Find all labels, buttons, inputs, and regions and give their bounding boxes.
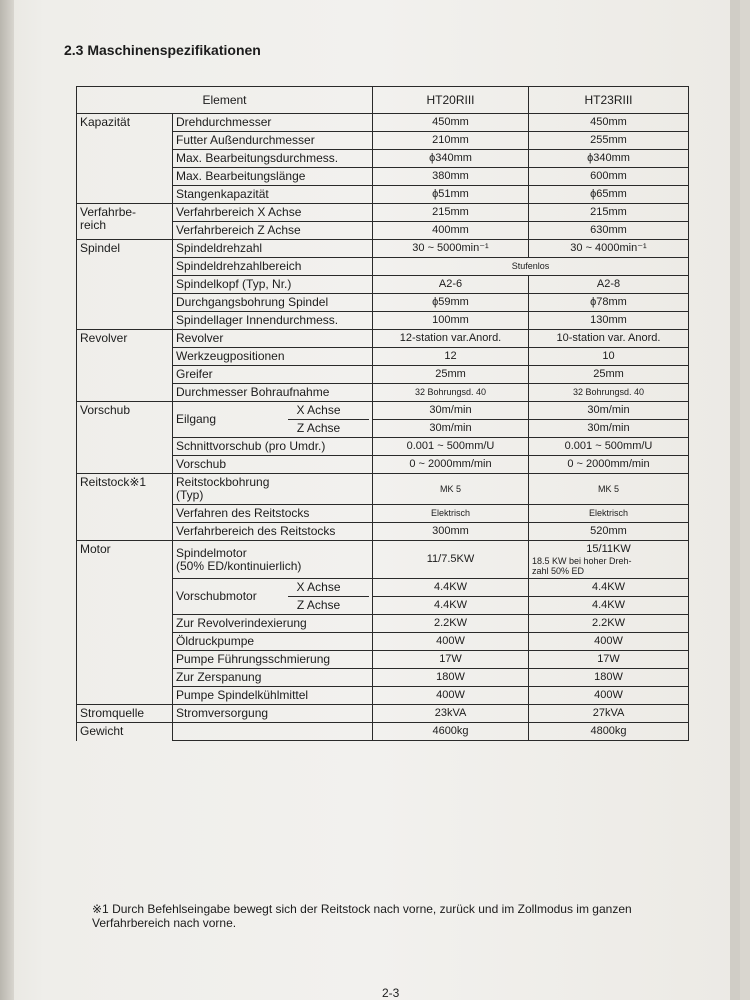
value-cell-ht20riii: ϕ340mm (373, 150, 529, 168)
value-cell-ht20riii: 12 (373, 348, 529, 366)
item-label: Eilgang (176, 412, 217, 426)
value-text: 400W (594, 689, 623, 701)
value-cell-ht20riii: 4600kg (373, 723, 529, 741)
value-text: 10-station var. Anord. (556, 332, 661, 344)
item-cell: Reitstockbohrung (Typ) (173, 474, 373, 505)
value-text: 180W (594, 671, 623, 683)
value-text: 15/11KW (586, 543, 631, 555)
table-row (77, 240, 689, 258)
item-cell: Pumpe Spindelkühlmittel (173, 687, 373, 705)
axis-label: Z Achse (288, 419, 369, 435)
section-heading: 2.3 Maschinenspezifikationen (64, 42, 261, 58)
value-cell-ht23riii (529, 384, 689, 402)
value-cell-ht20riii: 30m/min (373, 402, 529, 420)
value-text: 0 ~ 2000mm/min (567, 458, 650, 470)
item-cell: Zur Revolverindexierung (173, 615, 373, 633)
item-cell: Stangenkapazität (173, 186, 373, 204)
value-cell-ht23riii (529, 438, 689, 456)
value-text: 520mm (590, 525, 627, 537)
value-cell-ht23riii (529, 366, 689, 384)
value-cell-ht20riii: 400W (373, 633, 529, 651)
value-cell-ht20riii: Elektrisch (373, 505, 529, 523)
table-header-row (77, 87, 689, 114)
value-cell-ht20riii: 450mm (373, 114, 529, 132)
value-text: 2.2KW (591, 617, 625, 629)
value-cell-ht23riii (529, 222, 689, 240)
value-cell-ht23riii (529, 150, 689, 168)
value-cell-ht20riii: 4.4KW (373, 579, 529, 597)
value-cell-ht20riii: 0.001 ~ 500mm/U (373, 438, 529, 456)
value-text: 25mm (593, 368, 624, 380)
value-cell-ht23riii (529, 204, 689, 222)
value-text: 400W (594, 635, 623, 647)
value-cell-ht23riii (529, 723, 689, 741)
value-cell-ht23riii (529, 240, 689, 258)
item-cell: Verfahren des Reitstocks (173, 505, 373, 523)
spec-table-body (77, 114, 689, 741)
item-cell (173, 402, 373, 438)
value-text: 30 ~ 4000min⁻¹ (570, 242, 647, 254)
value-cell-ht23riii (529, 541, 689, 579)
item-cell: Max. Bearbeitungsdurchmess. (173, 150, 373, 168)
value-cell-ht20riii: 2.2KW (373, 615, 529, 633)
value-cell-ht20riii: 30 ~ 5000min⁻¹ (373, 240, 529, 258)
value-cell-ht20riii: 210mm (373, 132, 529, 150)
value-text: Elektrisch (588, 508, 628, 518)
value-cell-ht20riii: MK 5 (373, 474, 529, 505)
table-row (77, 114, 689, 132)
spec-table-wrapper (76, 86, 688, 741)
value-cell-ht23riii (529, 330, 689, 348)
value-cell-ht23riii (529, 633, 689, 651)
value-cell-shared: Stufenlos (373, 258, 689, 276)
footnote: ※1 Durch Befehlseingabe bewegt sich der Reitstock nach vorne, zurück und im Zollmodus im ganzen Verfahrbereich nach vorne. (92, 902, 632, 930)
value-text: 0.001 ~ 500mm/U (564, 440, 653, 452)
value-cell-ht23riii (529, 523, 689, 541)
category-cell: Motor (77, 541, 173, 705)
value-cell-ht23riii (529, 294, 689, 312)
value-text: A2-8 (596, 278, 621, 290)
item-cell: Greifer (173, 366, 373, 384)
value-cell-ht20riii: ϕ51mm (373, 186, 529, 204)
value-cell-ht23riii (529, 348, 689, 366)
category-cell: Verfahrbe- reich (77, 204, 173, 240)
item-cell: Spindeldrehzahl (173, 240, 373, 258)
value-cell-ht23riii (529, 132, 689, 150)
item-cell: Verfahrbereich des Reitstocks (173, 523, 373, 541)
value-text: 32 Bohrungsd. 40 (572, 387, 645, 397)
category-cell: Revolver (77, 330, 173, 402)
item-cell: Futter Außendurchmesser (173, 132, 373, 150)
value-cell-ht20riii: 32 Bohrungsd. 40 (373, 384, 529, 402)
value-cell-ht23riii (529, 114, 689, 132)
item-cell: Werkzeugpositionen (173, 348, 373, 366)
value-text: 215mm (590, 206, 627, 218)
table-row (77, 723, 689, 741)
item-cell: Zur Zerspanung (173, 669, 373, 687)
axis-label: X Achse (296, 580, 341, 594)
page-number: 2-3 (382, 986, 400, 1000)
value-cell-ht20riii: A2-6 (373, 276, 529, 294)
value-cell-ht20riii: 400mm (373, 222, 529, 240)
value-cell-ht20riii: ϕ59mm (373, 294, 529, 312)
value-text: ϕ340mm (587, 152, 630, 164)
category-cell: Stromquelle (77, 705, 173, 723)
value-text: 255mm (590, 134, 627, 146)
value-text: 10 (602, 350, 615, 362)
value-text: 27kVA (592, 707, 625, 719)
item-cell: Vorschub (173, 456, 373, 474)
value-cell-ht23riii (529, 474, 689, 505)
value-cell-ht23riii (529, 705, 689, 723)
item-cell: Drehdurchmesser (173, 114, 373, 132)
item-cell: Verfahrbereich Z Achse (173, 222, 373, 240)
value-cell-ht23riii (529, 669, 689, 687)
table-row (77, 402, 689, 420)
value-cell-ht20riii: 0 ~ 2000mm/min (373, 456, 529, 474)
table-row (77, 204, 689, 222)
axis-label: X Achse (296, 403, 341, 417)
table-row (77, 330, 689, 348)
item-cell: Durchmesser Bohraufnahme (173, 384, 373, 402)
spec-table (76, 86, 689, 741)
value-cell-ht20riii: 11/7.5KW (373, 541, 529, 579)
value-text: 30m/min (587, 404, 630, 416)
value-cell-ht20riii: 380mm (373, 168, 529, 186)
item-cell: Spindeldrehzahlbereich (173, 258, 373, 276)
item-cell (173, 579, 373, 615)
value-note: 18.5 KW bei hoher Dreh- zahl 50% ED (532, 556, 632, 576)
value-text: 30m/min (587, 422, 630, 434)
value-cell-ht23riii (529, 168, 689, 186)
value-text: 4.4KW (591, 599, 625, 611)
value-cell-ht20riii: 300mm (373, 523, 529, 541)
value-cell-ht23riii (529, 312, 689, 330)
value-cell-ht23riii (529, 597, 689, 615)
value-cell-ht23riii (529, 276, 689, 294)
category-cell: Spindel (77, 240, 173, 330)
value-text: 450mm (590, 116, 627, 128)
value-cell-ht23riii (529, 615, 689, 633)
item-cell: Spindelkopf (Typ, Nr.) (173, 276, 373, 294)
category-cell: Vorschub (77, 402, 173, 474)
value-cell-ht23riii (529, 651, 689, 669)
value-text: 17W (597, 653, 620, 665)
item-cell: Schnittvorschub (pro Umdr.) (173, 438, 373, 456)
category-cell: Kapazität (77, 114, 173, 204)
item-cell: Verfahrbereich X Achse (173, 204, 373, 222)
table-row (77, 541, 689, 579)
table-row (77, 474, 689, 505)
item-cell: Spindellager Innendurchmess. (173, 312, 373, 330)
item-cell: Pumpe Führungsschmierung (173, 651, 373, 669)
value-cell-ht23riii (529, 420, 689, 438)
value-cell-ht20riii: 17W (373, 651, 529, 669)
value-text: MK 5 (597, 483, 619, 494)
header-ht20riii: HT20RIII (373, 87, 529, 114)
item-cell: Durchgangsbohrung Spindel (173, 294, 373, 312)
value-cell-ht23riii (529, 687, 689, 705)
value-cell-ht20riii: 25mm (373, 366, 529, 384)
value-cell-ht20riii: 180W (373, 669, 529, 687)
value-cell-ht20riii: 12-station var.Anord. (373, 330, 529, 348)
value-text: 4800kg (590, 725, 627, 737)
binding-edge (0, 0, 14, 1000)
value-cell-ht20riii: 4.4KW (373, 597, 529, 615)
value-cell-ht20riii: 23kVA (373, 705, 529, 723)
page-edge (730, 0, 740, 1000)
item-label: Vorschubmotor (176, 589, 257, 603)
item-cell: Stromversorgung (173, 705, 373, 723)
item-cell: Öldruckpumpe (173, 633, 373, 651)
value-cell-ht23riii (529, 505, 689, 523)
value-text: 4.4KW (591, 581, 625, 593)
value-cell-ht20riii: 400W (373, 687, 529, 705)
value-text: ϕ78mm (590, 296, 627, 308)
item-cell: Revolver (173, 330, 373, 348)
item-cell: Spindelmotor (50% ED/kontinuierlich) (173, 541, 373, 579)
value-cell-ht20riii: 30m/min (373, 420, 529, 438)
table-row (77, 705, 689, 723)
header-ht23riii: HT23RIII (529, 87, 689, 114)
header-element: Element (77, 87, 373, 114)
value-cell-ht20riii: 215mm (373, 204, 529, 222)
value-text: 130mm (590, 314, 627, 326)
axis-label: Z Achse (288, 596, 369, 612)
value-cell-ht23riii (529, 186, 689, 204)
item-cell: Max. Bearbeitungslänge (173, 168, 373, 186)
value-cell-ht20riii: 100mm (373, 312, 529, 330)
category-cell: Gewicht (77, 723, 173, 741)
value-text: 630mm (590, 224, 627, 236)
value-cell-ht23riii (529, 456, 689, 474)
category-cell: Reitstock※1 (77, 474, 173, 541)
value-cell-ht23riii (529, 579, 689, 597)
value-text: 600mm (590, 170, 627, 182)
value-text: ϕ65mm (590, 188, 627, 200)
value-cell-ht23riii (529, 402, 689, 420)
item-cell (173, 723, 373, 741)
